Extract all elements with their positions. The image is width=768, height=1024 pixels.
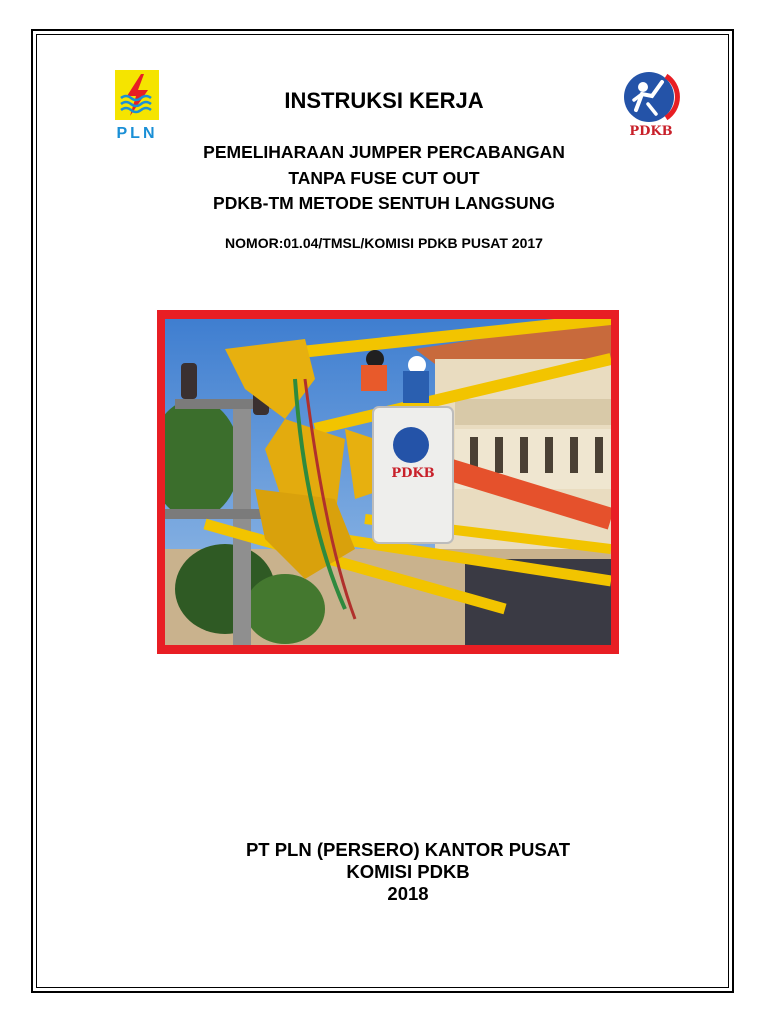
footer-year: 2018 [387,883,429,904]
cover-photo-frame [157,310,619,654]
pln-logo-text: PLN [116,125,158,142]
document-title: INSTRUKSI KERJA [284,88,484,113]
document-subtitle-line-3: PDKB-TM METODE SENTUH LANGSUNG [213,193,555,213]
pdkb-logo-text: PDKB [629,124,673,139]
bucket-label: PDKB [391,466,435,481]
footer-committee: KOMISI PDKB [346,861,470,882]
document-number: NOMOR:01.04/TMSL/KOMISI PDKB PUSAT 2017 [225,235,543,251]
document-subtitle-line-1: PEMELIHARAAN JUMPER PERCABANGAN [203,142,565,162]
document-subtitle-line-2: TANPA FUSE CUT OUT [288,168,480,188]
cover-photo [165,319,611,645]
footer-organization: PT PLN (PERSERO) KANTOR PUSAT [245,839,571,860]
linemen-work-illustration [165,319,611,645]
